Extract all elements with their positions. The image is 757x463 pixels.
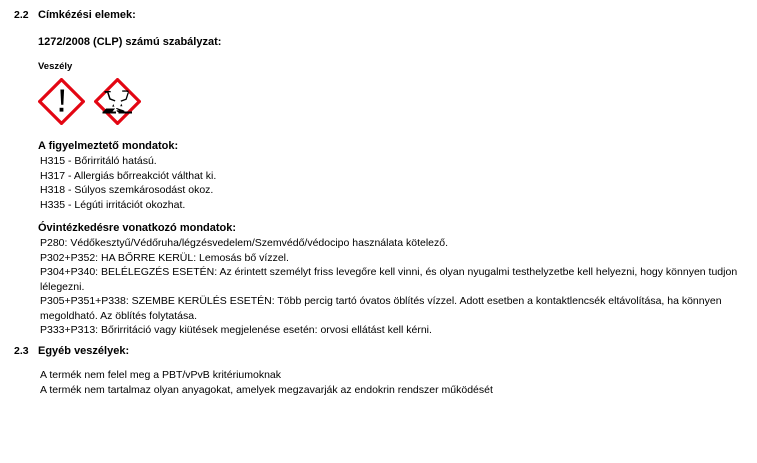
precautionary-statement: P280: Védőkesztyű/Védőruha/légzésvedelem/Szemvédő/védocipo használata kötelező. bbox=[40, 237, 449, 249]
precautionary-statement: P333+P313: Bőrirritáció vagy kiütések megjelenése esetén: orvosi ellátást kell kérni. bbox=[40, 324, 432, 336]
section-2-2-number: 2.2 bbox=[14, 9, 29, 21]
precautionary-statement: P305+P351+P338: SZEMBE KERÜLÉS ESETÉN: Több percig tartó óvatos öblítés vízzel. Adott esetben a kontaktlencsék eltávolítása, ha könnyen megoldható. Az öblítés folytatása. bbox=[40, 295, 722, 322]
precautionary-statement: P304+P340: BELÉLEGZÉS ESETÉN: Az érintett személyt friss levegőre kell vinni, és olyan nyugalmi testhelyzetbe kell helyezni, hogy könnyen tudjon lélegezni. bbox=[40, 266, 738, 293]
clp-regulation-label: 1272/2008 (CLP) számú szabályzat: bbox=[38, 36, 222, 48]
ghs05-corrosion-icon bbox=[94, 78, 141, 125]
hazard-statement: H318 - Súlyos szemkárosodást okoz. bbox=[40, 184, 214, 196]
section-2-2-title: Címkézési elemek: bbox=[38, 9, 136, 21]
hazard-statement: H317 - Allergiás bőrreakciót válthat ki. bbox=[40, 169, 217, 182]
hazard-statement: H315 - Bőrirritáló hatású. bbox=[40, 155, 157, 167]
section-2-3-number: 2.3 bbox=[14, 344, 29, 357]
sds-section-2-page bbox=[0, 8, 757, 463]
section-2-3 bbox=[0, 344, 757, 398]
other-hazards-paragraph: A termék nem felel meg a PBT/vPvB kritériumoknak bbox=[40, 368, 282, 381]
section-2-3-body bbox=[38, 344, 757, 398]
hazard-statements-heading: A figyelmeztető mondatok: bbox=[38, 140, 179, 152]
section-2-2 bbox=[0, 8, 757, 338]
other-hazards-paragraph: A termék nem tartalmaz olyan anyagokat, amelyek megzavarják az endokrin rendszer működését bbox=[40, 383, 493, 396]
hazard-statement: H335 - Légúti irritációt okozhat. bbox=[40, 198, 186, 211]
ghs-pictogram-group bbox=[38, 78, 747, 125]
section-2-3-title: Egyéb veszélyek: bbox=[38, 344, 130, 357]
precautionary-statement: P302+P352: HA BŐRRE KERÜL: Lemosás bő vízzel. bbox=[40, 251, 289, 264]
precautionary-statements-heading: Óvintézkedésre vonatkozó mondatok: bbox=[38, 222, 237, 234]
section-2-2-body bbox=[38, 8, 757, 338]
signal-word: Veszély bbox=[38, 61, 73, 72]
ghs07-exclamation-mark-icon bbox=[38, 78, 85, 125]
